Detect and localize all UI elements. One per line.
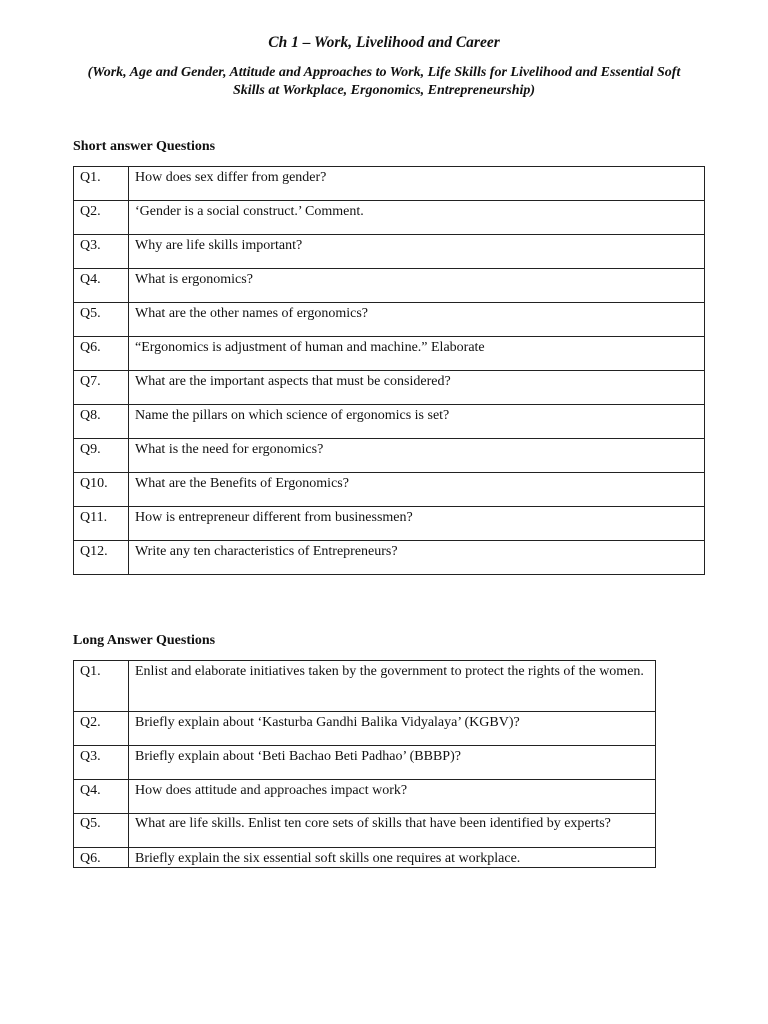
table-row — [74, 712, 656, 746]
question-text: What are the important aspects that must be considered? — [129, 371, 705, 405]
question-text: What are the other names of ergonomics? — [129, 303, 705, 337]
table-row — [74, 235, 705, 269]
question-number: Q11. — [74, 507, 129, 541]
table-row — [74, 303, 705, 337]
table-row — [74, 337, 705, 371]
question-text: What are life skills. Enlist ten core sets of skills that have been identified by experts? — [129, 814, 656, 848]
question-number: Q4. — [74, 780, 129, 814]
question-text: Write any ten characteristics of Entrepreneurs? — [129, 541, 705, 575]
question-number: Q5. — [74, 814, 129, 848]
question-number: Q12. — [74, 541, 129, 575]
question-number: Q7. — [74, 371, 129, 405]
table-row — [74, 848, 656, 868]
long-answer-heading: Long Answer Questions — [73, 633, 216, 648]
table-row — [74, 439, 705, 473]
question-text: Briefly explain about ‘Beti Bachao Beti Padhao’ (BBBP)? — [129, 746, 656, 780]
question-number: Q2. — [74, 712, 129, 746]
question-text: How does sex differ from gender? — [129, 167, 705, 201]
question-number: Q3. — [74, 746, 129, 780]
table-row — [74, 405, 705, 439]
question-text: What is the need for ergonomics? — [129, 439, 705, 473]
table-row — [74, 371, 705, 405]
question-text: ‘Gender is a social construct.’ Comment. — [129, 201, 705, 235]
question-number: Q6. — [74, 848, 129, 868]
table-row — [74, 814, 656, 848]
table-row — [74, 780, 656, 814]
table-row — [74, 661, 656, 712]
question-number: Q1. — [74, 167, 129, 201]
question-number: Q6. — [74, 337, 129, 371]
question-number: Q4. — [74, 269, 129, 303]
question-text: How does attitude and approaches impact work? — [129, 780, 656, 814]
page-subtitle: (Work, Age and Gender, Attitude and Approaches to Work, Life Skills for Livelihood and Essential Soft Skills at Workplace, Ergonomics, Entrepreneurship) — [87, 65, 681, 98]
question-text: Briefly explain the six essential soft skills one requires at workplace. — [129, 848, 656, 868]
short-answer-heading: Short answer Questions — [73, 139, 216, 154]
question-text: Why are life skills important? — [129, 235, 705, 269]
table-row — [74, 269, 705, 303]
short-answer-table — [73, 166, 705, 575]
question-text: How is entrepreneur different from businessmen? — [129, 507, 705, 541]
page-title: Ch 1 – Work, Livelihood and Career — [268, 34, 500, 51]
question-number: Q9. — [74, 439, 129, 473]
question-number: Q3. — [74, 235, 129, 269]
question-text: What are the Benefits of Ergonomics? — [129, 473, 705, 507]
question-number: Q2. — [74, 201, 129, 235]
question-number: Q8. — [74, 405, 129, 439]
question-text: Name the pillars on which science of ergonomics is set? — [129, 405, 705, 439]
table-row — [74, 201, 705, 235]
question-number: Q10. — [74, 473, 129, 507]
question-text: Briefly explain about ‘Kasturba Gandhi Balika Vidyalaya’ (KGBV)? — [129, 712, 656, 746]
question-text: “Ergonomics is adjustment of human and machine.” Elaborate — [129, 337, 705, 371]
question-text: Enlist and elaborate initiatives taken by the government to protect the rights of the women. — [129, 661, 656, 712]
table-row — [74, 507, 705, 541]
table-row — [74, 541, 705, 575]
table-row — [74, 167, 705, 201]
question-text: What is ergonomics? — [129, 269, 705, 303]
table-row — [74, 473, 705, 507]
question-number: Q5. — [74, 303, 129, 337]
long-answer-table — [73, 660, 656, 868]
question-number: Q1. — [74, 661, 129, 712]
table-row — [74, 746, 656, 780]
